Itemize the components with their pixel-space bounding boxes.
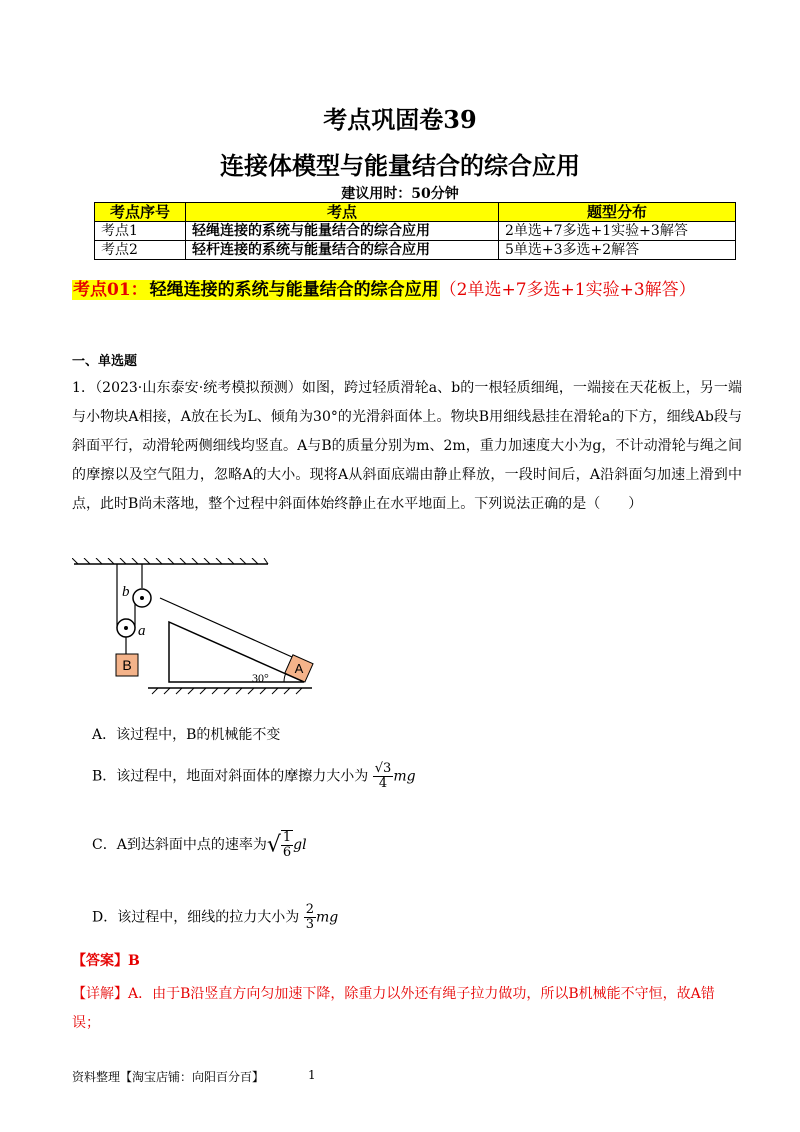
time-note: 建议用时：50分钟 <box>341 186 459 202</box>
option-b-fraction <box>373 762 394 791</box>
section-label: 考点01： <box>73 280 148 300</box>
option-b-unit: mg <box>393 768 416 785</box>
option-d-text: D．该过程中，细线的拉力大小为 <box>92 909 300 926</box>
label-block-b: B <box>122 657 132 673</box>
table-header: 考点 <box>186 203 499 222</box>
footer-source: 资料整理【淘宝店铺：向阳百分百】 <box>72 1070 265 1084</box>
label-pulley-a: a <box>138 623 146 639</box>
answer: 【答案】B <box>72 953 140 969</box>
table-header: 题型分布 <box>499 203 736 222</box>
section-title: 轻绳连接的系统与能量结合的综合应用 <box>149 280 439 300</box>
page-number: 1 <box>308 1068 316 1082</box>
table-header: 考点序号 <box>95 203 186 222</box>
table-header-row <box>95 203 736 222</box>
option-c-fraction <box>281 830 293 860</box>
label-pulley-b: b <box>122 584 130 600</box>
option-b[interactable] <box>92 762 416 791</box>
option-c[interactable] <box>92 830 307 860</box>
label-angle: 30° <box>252 671 269 685</box>
table-cell: 轻绳连接的系统与能量结合的综合应用 <box>186 222 499 241</box>
fraction-denominator: 4 <box>378 776 388 791</box>
question-type-heading: 一、单选题 <box>72 354 138 369</box>
fraction-denominator: 3 <box>305 917 314 932</box>
summary-table <box>94 202 736 260</box>
option-d[interactable] <box>92 903 338 932</box>
table-row <box>95 241 736 260</box>
option-c-unit: gl <box>293 837 307 853</box>
table-cell: 轻杆连接的系统与能量结合的综合应用 <box>186 241 499 260</box>
fraction-numerator: √3 <box>374 761 392 776</box>
page-subtitle: 连接体模型与能量结合的综合应用 <box>220 151 580 180</box>
section-distribution: （2单选+7多选+1实验+3解答） <box>439 280 696 300</box>
option-b-text: B．该过程中，地面对斜面体的摩擦力大小为 <box>92 768 369 785</box>
section-heading <box>72 272 742 308</box>
explanation: 【详解】A．由于B沿竖直方向匀加速下降，除重力以外还有绳子拉力做功，所以B机械能不守恒，故A错误； <box>72 986 715 1031</box>
option-d-fraction <box>304 903 316 932</box>
pulley-diagram <box>72 558 332 698</box>
table-row <box>95 222 736 241</box>
table-cell: 5单选+3多选+2解答 <box>499 241 736 260</box>
sqrt-icon: √ <box>266 832 281 858</box>
option-c-text: C．A到达斜面中点的速率为 <box>92 837 267 853</box>
table-cell: 考点1 <box>95 222 186 241</box>
question-text: 1．（2023·山东泰安·统考模拟预测）如图，跨过轻质滑轮a、b的一根轻质细绳，一端接在天花板上，另一端与小物块A相接，A放在长为L、倾角为30°的光滑斜面体上。物块B用细线悬挂在滑轮a的下方，细线Ab段与斜面平行，动滑轮两侧细线均竖直。A与B的质量分别为m、2m，重力加速度大小为g，不计动滑轮与绳之间的摩擦以及空气阻力，忽略A的大小。现将A从斜面底端由静止释放，一段时间后，A沿斜面匀加速上滑到中点，此时B尚未落地，整个过程中斜面体始终静止在水平地面上。下列说法正确的是（ ） <box>72 380 742 512</box>
table-cell: 2单选+7多选+1实验+3解答 <box>499 222 736 241</box>
option-a[interactable]: A．该过程中，B的机械能不变 <box>92 727 281 743</box>
label-block-a: A <box>294 661 304 676</box>
fraction-denominator: 6 <box>282 845 292 860</box>
option-d-unit: mg <box>315 909 339 926</box>
fraction-numerator: 1 <box>282 830 292 845</box>
table-cell: 考点2 <box>95 241 186 260</box>
page-title: 考点巩固卷39 <box>323 105 477 134</box>
fraction-numerator: 2 <box>305 902 314 917</box>
